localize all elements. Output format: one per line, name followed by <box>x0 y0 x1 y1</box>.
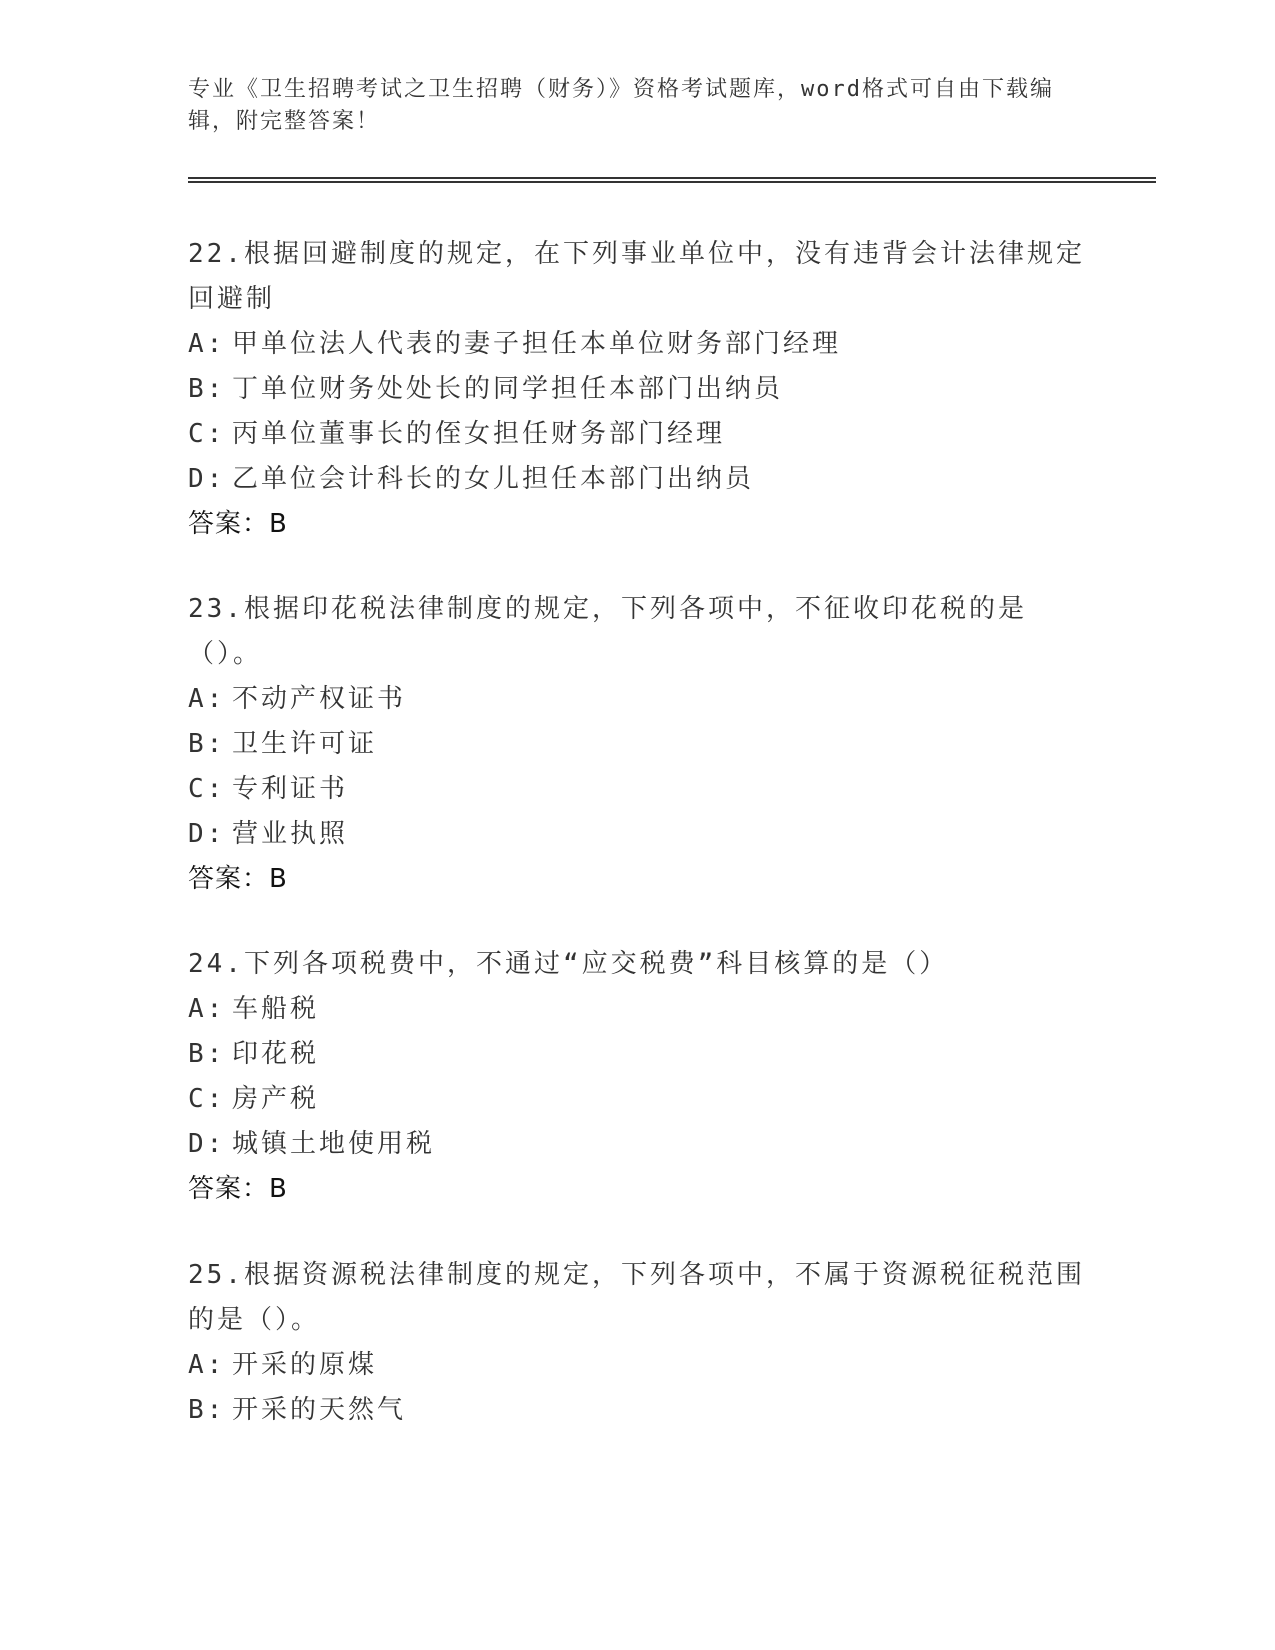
option-a <box>188 987 1088 1032</box>
question-22 <box>188 232 1088 547</box>
option-a <box>188 677 1088 722</box>
answer-line: 答案：B <box>188 509 288 539</box>
option-b <box>188 1388 1088 1433</box>
option-text: 城镇土地使用税 <box>232 1129 436 1159</box>
option-label: B: <box>188 1039 226 1069</box>
question-24 <box>188 942 1088 1212</box>
option-text: 丙单位董事长的侄女担任财务部门经理 <box>232 419 726 449</box>
option-d <box>188 457 1088 502</box>
header-divider <box>188 177 1156 183</box>
option-label: A: <box>188 329 226 359</box>
option-c <box>188 412 1088 457</box>
question-stem: 24.下列各项税费中，不通过“应交税费”科目核算的是（） <box>188 949 949 979</box>
option-label: B: <box>188 1395 226 1425</box>
option-text: 专利证书 <box>232 774 349 804</box>
option-b <box>188 367 1088 412</box>
question-stem: 23.根据印花税法律制度的规定，下列各项中，不征收印花税的是（）。 <box>188 594 1027 669</box>
document-header: 专业《卫生招聘考试之卫生招聘（财务）》资格考试题库，word格式可自由下载编辑，附完整答案！ <box>188 77 1054 134</box>
option-label: A: <box>188 1350 226 1380</box>
option-label: B: <box>188 729 226 759</box>
option-text: 房产税 <box>232 1084 320 1114</box>
question-stem: 22.根据回避制度的规定，在下列事业单位中，没有违背会计法律规定回避制 <box>188 239 1085 314</box>
option-label: B: <box>188 374 226 404</box>
option-label: D: <box>188 819 226 849</box>
option-label: D: <box>188 464 226 494</box>
question-23 <box>188 587 1088 902</box>
option-text: 乙单位会计科长的女儿担任本部门出纳员 <box>232 464 755 494</box>
option-c <box>188 1077 1088 1122</box>
option-text: 开采的天然气 <box>232 1395 407 1425</box>
option-a <box>188 1343 1088 1388</box>
answer-line: 答案：B <box>188 864 288 894</box>
option-text: 车船税 <box>232 994 320 1024</box>
option-label: C: <box>188 419 226 449</box>
option-text: 开采的原煤 <box>232 1350 378 1380</box>
option-text: 甲单位法人代表的妻子担任本单位财务部门经理 <box>232 329 842 359</box>
answer-line: 答案：B <box>188 1174 288 1204</box>
option-text: 不动产权证书 <box>232 684 407 714</box>
option-d <box>188 812 1088 857</box>
option-label: C: <box>188 774 226 804</box>
option-text: 卫生许可证 <box>232 729 378 759</box>
option-b <box>188 1032 1088 1077</box>
option-label: C: <box>188 1084 226 1114</box>
option-label: A: <box>188 994 226 1024</box>
option-text: 印花税 <box>232 1039 320 1069</box>
option-text: 营业执照 <box>232 819 349 849</box>
option-a <box>188 322 1088 367</box>
option-b <box>188 722 1088 767</box>
question-stem: 25.根据资源税法律制度的规定，下列各项中，不属于资源税征税范围的是（）。 <box>188 1260 1085 1335</box>
option-c <box>188 767 1088 812</box>
option-text: 丁单位财务处处长的同学担任本部门出纳员 <box>232 374 784 404</box>
option-d <box>188 1122 1088 1167</box>
option-label: A: <box>188 684 226 714</box>
option-label: D: <box>188 1129 226 1159</box>
question-25 <box>188 1253 1088 1433</box>
